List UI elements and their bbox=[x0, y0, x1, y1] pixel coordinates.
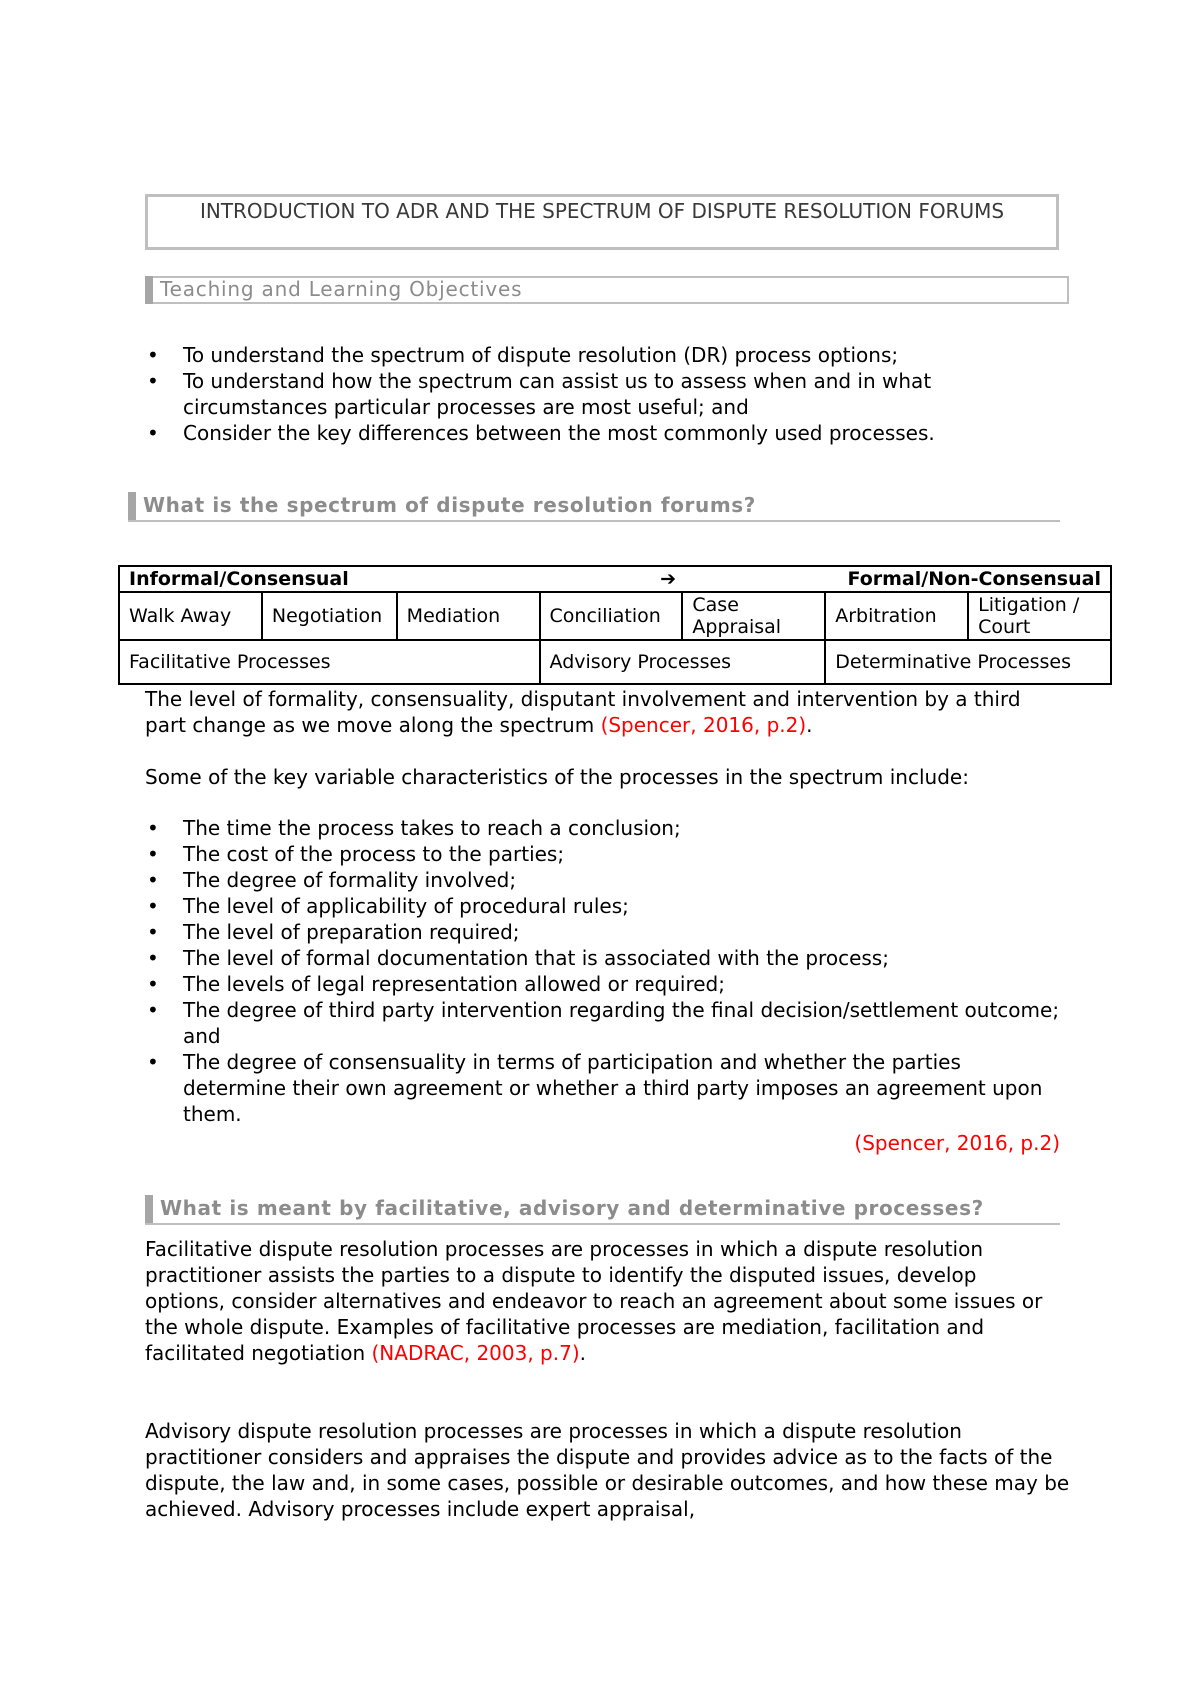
list-item: • The level of preparation required; bbox=[147, 920, 520, 944]
process-cell: Case Appraisal bbox=[682, 592, 825, 640]
arrow-right-icon: ➔ bbox=[660, 568, 677, 590]
section-heading-process-types: What is meant by facilitative, advisory and determinative processes? bbox=[145, 1195, 1060, 1225]
document-title: INTRODUCTION TO ADR AND THE SPECTRUM OF DISPUTE RESOLUTION FORUMS bbox=[145, 194, 1059, 250]
list-item: • The level of formal documentation that is associated with the process; bbox=[147, 946, 889, 970]
citation: (NADRAC, 2003, p.7) bbox=[371, 1341, 580, 1365]
process-cell: Conciliation bbox=[540, 592, 683, 640]
process-cell: Arbitration bbox=[825, 592, 968, 640]
objectives-list bbox=[145, 342, 1045, 446]
heading-accent-bar bbox=[145, 276, 153, 304]
list-item: • The cost of the process to the parties; bbox=[147, 842, 565, 866]
citation: (Spencer, 2016, p.2) bbox=[600, 713, 807, 737]
group-cell-advisory: Advisory Processes bbox=[540, 640, 826, 684]
heading-accent-bar bbox=[128, 492, 136, 520]
list-item: • The degree of consensuality in terms of participation and whether the parties determine their own agreement or whether a third party imposes an agreement upon them. bbox=[147, 1050, 1043, 1126]
facilitative-paragraph: Facilitative dispute resolution processes are processes in which a dispute resolution practitioner assists the parties to a dispute to identify the disputed issues, develop options, consider alternatives and endeavor to reach an agreement about some issues or the whole dispute. Examples of facilitative processes are mediation, facilitation and facilitated negotiation (NADRAC, 2003, p.7). bbox=[145, 1237, 1043, 1365]
characteristics-intro: Some of the key variable characteristics of the processes in the spectrum include: bbox=[145, 765, 969, 789]
process-cell: Negotiation bbox=[262, 592, 397, 640]
list-item: • The degree of third party intervention regarding the final decision/settlement outcome; and bbox=[147, 998, 1060, 1048]
group-cell-determinative: Determinative Processes bbox=[825, 640, 1111, 684]
list-item: • To understand how the spectrum can assist us to assess when and in what circumstances particular processes are most useful; and bbox=[147, 369, 932, 419]
informal-label: Informal/Consensual bbox=[129, 568, 349, 590]
list-item: • Consider the key differences between the most commonly used processes. bbox=[147, 421, 935, 445]
spectrum-header bbox=[119, 566, 1111, 592]
citation: (Spencer, 2016, p.2) bbox=[854, 1131, 1060, 1155]
heading-accent-bar bbox=[145, 1195, 153, 1223]
spectrum-paragraph: The level of formality, consensuality, disputant involvement and intervention by a third part change as we move along the spectrum (Spencer, 2016, p.2). bbox=[145, 687, 1021, 737]
list-item: • The time the process takes to reach a conclusion; bbox=[147, 816, 681, 840]
list-item: • To understand the spectrum of dispute resolution (DR) process options; bbox=[147, 343, 899, 367]
list-item: • The level of applicability of procedural rules; bbox=[147, 894, 629, 918]
section-heading-objectives: Teaching and Learning Objectives bbox=[145, 276, 1069, 304]
list-item: • The levels of legal representation allowed or required; bbox=[147, 972, 725, 996]
group-cell-facilitative: Facilitative Processes bbox=[119, 640, 540, 684]
spectrum-table bbox=[118, 565, 1112, 685]
section-heading-spectrum: What is the spectrum of dispute resolution forums? bbox=[128, 492, 1060, 522]
formal-label: Formal/Non-Consensual bbox=[847, 568, 1101, 590]
process-cell: Mediation bbox=[397, 592, 540, 640]
process-cell: Walk Away bbox=[119, 592, 262, 640]
process-cell: Litigation / Court bbox=[968, 592, 1111, 640]
advisory-paragraph: Advisory dispute resolution processes are processes in which a dispute resolution practitioner considers and appraises the dispute and provides advice as to the facts of the dispute, the law and, in some cases, possible or desirable outcomes, and how these may be achieved. Advisory processes include expert appraisal, bbox=[145, 1419, 1070, 1521]
list-item: • The degree of formality involved; bbox=[147, 868, 517, 892]
characteristics-list bbox=[145, 815, 1065, 1127]
